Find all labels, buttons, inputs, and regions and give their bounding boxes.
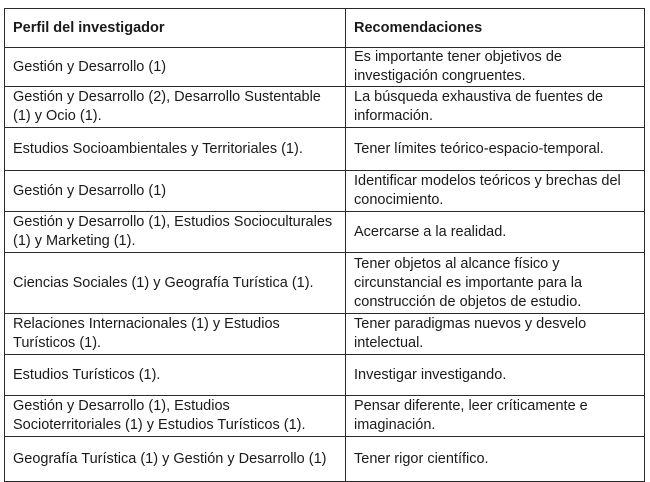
table-row xyxy=(5,87,645,128)
table-row xyxy=(5,171,645,212)
table-row xyxy=(5,48,645,87)
recommendations-table xyxy=(4,8,645,482)
header-perfil: Perfil del investigador xyxy=(5,9,346,48)
perfil-cell: Relaciones Internacionales (1) y Estudios Turísticos (1). xyxy=(5,314,346,355)
table-row xyxy=(5,212,645,253)
recomendacion-cell: Acercarse a la realidad. xyxy=(346,212,645,253)
perfil-cell: Geografía Turística (1) y Gestión y Desarrollo (1) xyxy=(5,437,346,482)
recomendacion-cell: Identificar modelos teóricos y brechas del conocimiento. xyxy=(346,171,645,212)
recomendacion-cell: Tener rigor científico. xyxy=(346,437,645,482)
table-row xyxy=(5,355,645,396)
table-row xyxy=(5,314,645,355)
perfil-cell: Gestión y Desarrollo (1), Estudios Socioculturales (1) y Marketing (1). xyxy=(5,212,346,253)
table-row xyxy=(5,253,645,314)
perfil-cell: Gestión y Desarrollo (2), Desarrollo Sustentable (1) y Ocio (1). xyxy=(5,87,346,128)
recomendacion-cell: Tener paradigmas nuevos y desvelo intelectual. xyxy=(346,314,645,355)
perfil-cell: Gestión y Desarrollo (1) xyxy=(5,48,346,87)
perfil-cell: Ciencias Sociales (1) y Geografía Turística (1). xyxy=(5,253,346,314)
recomendacion-cell: Es importante tener objetivos de investigación congruentes. xyxy=(346,48,645,87)
perfil-cell: Estudios Turísticos (1). xyxy=(5,355,346,396)
perfil-cell: Estudios Socioambientales y Territoriales (1). xyxy=(5,128,346,171)
recommendations-table-container xyxy=(4,8,644,482)
table-row xyxy=(5,437,645,482)
perfil-cell: Gestión y Desarrollo (1) xyxy=(5,171,346,212)
perfil-cell: Gestión y Desarrollo (1), Estudios Socioterritoriales (1) y Estudios Turísticos (1). xyxy=(5,396,346,437)
table-row xyxy=(5,396,645,437)
recomendacion-cell: Tener objetos al alcance físico y circunstancial es importante para la construcción de objetos de estudio. xyxy=(346,253,645,314)
recomendacion-cell: Investigar investigando. xyxy=(346,355,645,396)
recomendacion-cell: Tener límites teórico-espacio-temporal. xyxy=(346,128,645,171)
header-recomendaciones: Recomendaciones xyxy=(346,9,645,48)
table-header-row xyxy=(5,9,645,48)
table-row xyxy=(5,128,645,171)
recomendacion-cell: La búsqueda exhaustiva de fuentes de información. xyxy=(346,87,645,128)
recomendacion-cell: Pensar diferente, leer críticamente e imaginación. xyxy=(346,396,645,437)
